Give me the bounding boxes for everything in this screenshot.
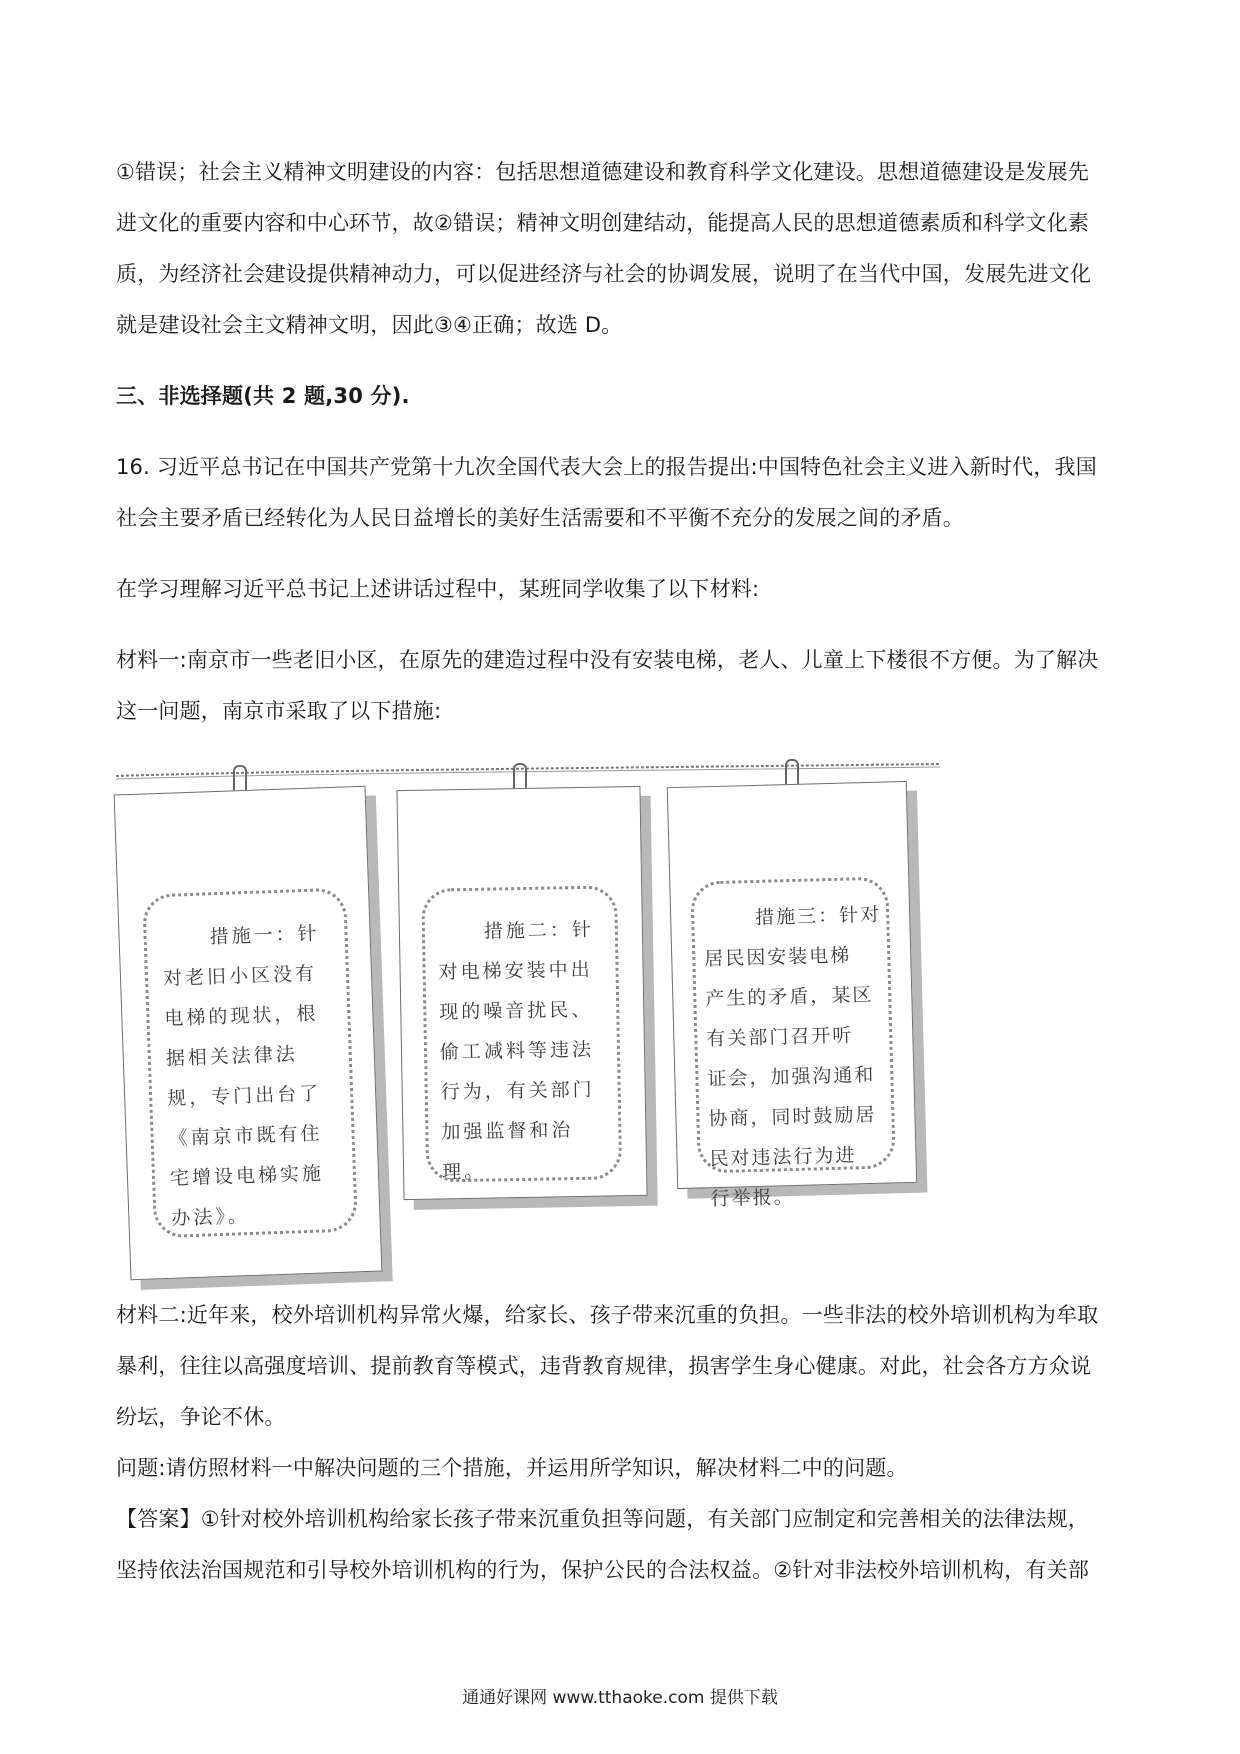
measure-card-2-text — [438, 909, 613, 1192]
answer-line: 【答案】①针对校外培训机构给家长孩子带来沉重负担等问题，有关部门应制定和完善相关的法律法规， — [116, 1507, 1090, 1531]
card-line: 偷工减料等违法 — [439, 1038, 595, 1064]
paragraph-line: 就是建设社会主文精神文明，因此③④正确；故选 D。 — [116, 313, 623, 337]
card-line: 证会，加强沟通和 — [707, 1063, 876, 1091]
material-one-line: 这一问题，南京市采取了以下措施: — [116, 699, 442, 723]
card-line: 有关部门召开听 — [706, 1024, 854, 1051]
card-line: 办法》。 — [171, 1205, 251, 1230]
paragraph-line: 质，为经济社会建设提供精神动力，可以促进经济与社会的协调发展，说明了在当代中国，发展先进文化 — [116, 262, 1092, 286]
material-two-line: 材料二:近年来，校外培训机构异常火爆，给家长、孩子带来沉重的负担。一些非法的校外培训机构为牟取 — [116, 1303, 1099, 1327]
card-line: 《南京市既有住 — [168, 1122, 323, 1150]
card-line: 据相关法律法 — [165, 1043, 299, 1070]
measure-card-3-text — [703, 895, 891, 1220]
question-16-line: 16. 习近平总书记在中国共产党第十九次全国代表大会上的报告提出:中国特色社会主义进入新时代，我国 — [116, 455, 1097, 479]
card-line: 民对违法行为进 — [709, 1144, 857, 1171]
material-two-line: 暴利，往往以高强度培训、提前教育等模式，违背教育规律，损害学生身心健康。对此，社会各方方众说 — [116, 1354, 1092, 1378]
card-line: 规，专门出台了 — [166, 1082, 322, 1110]
card-line: 对老旧小区没有 — [162, 962, 318, 990]
card-line: 加强监督和治 — [441, 1119, 574, 1144]
answer-line: 坚持依法治国规范和引导校外培训机构的行为，保护公民的合法权益。②针对非法校外培训机构，有关部 — [116, 1558, 1090, 1582]
material-one-line: 材料一:南京市一些老旧小区，在原先的建造过程中没有安装电梯，老人、儿童上下楼很不方便。为了解决 — [116, 648, 1099, 672]
card-line: 措施一：针 — [209, 922, 320, 949]
measures-illustration — [110, 748, 950, 1288]
question-line: 问题:请仿照材料一中解决问题的三个措施，并运用所学知识，解决材料二中的问题。 — [116, 1456, 908, 1480]
card-line: 居民因安装电梯 — [704, 944, 852, 971]
card-line: 宅增设电梯实施 — [169, 1162, 325, 1190]
card-line: 电梯的现状，根 — [164, 1002, 319, 1030]
card-line: 措施二：针 — [483, 918, 595, 943]
card-line: 行举报。 — [710, 1186, 795, 1211]
measure-card-3 — [667, 781, 917, 1211]
question-16-line: 社会主要矛盾已经转化为人民日益增长的美好生活需要和不平衡不充分的发展之间的矛盾。 — [116, 506, 964, 530]
page-footer: 通通好课网 www.tthaoke.com 提供下载 — [462, 1688, 778, 1708]
section-heading: 三、非选择题(共 2 题,30 分). — [116, 384, 410, 408]
card-line: 产生的矛盾，某区 — [705, 983, 874, 1011]
measure-card-1-text — [161, 913, 342, 1239]
card-line: 理。 — [441, 1160, 487, 1184]
measure-card-1 — [114, 786, 383, 1280]
measure-card-2 — [396, 786, 647, 1200]
card-line: 措施三：针对 — [754, 903, 882, 929]
paragraph-line: 进文化的重要内容和中心环节，故②错误；精神文明创建结动，能提高人民的思想道德素质和科学文化素 — [116, 211, 1090, 235]
card-line: 协商，同时鼓励居 — [708, 1103, 877, 1131]
intro-line: 在学习理解习近平总书记上述讲话过程中，某班同学收集了以下材料: — [116, 577, 760, 601]
paragraph-line: ①错误；社会主义精神文明建设的内容：包括思想道德建设和教育科学文化建设。思想道德建设是发展先 — [116, 160, 1090, 184]
material-two-line: 纷坛，争论不休。 — [116, 1405, 286, 1429]
card-line: 行为，有关部门 — [440, 1078, 595, 1104]
card-line: 对电梯安装中出 — [438, 958, 593, 984]
card-line: 现的噪音扰民、 — [439, 998, 594, 1024]
